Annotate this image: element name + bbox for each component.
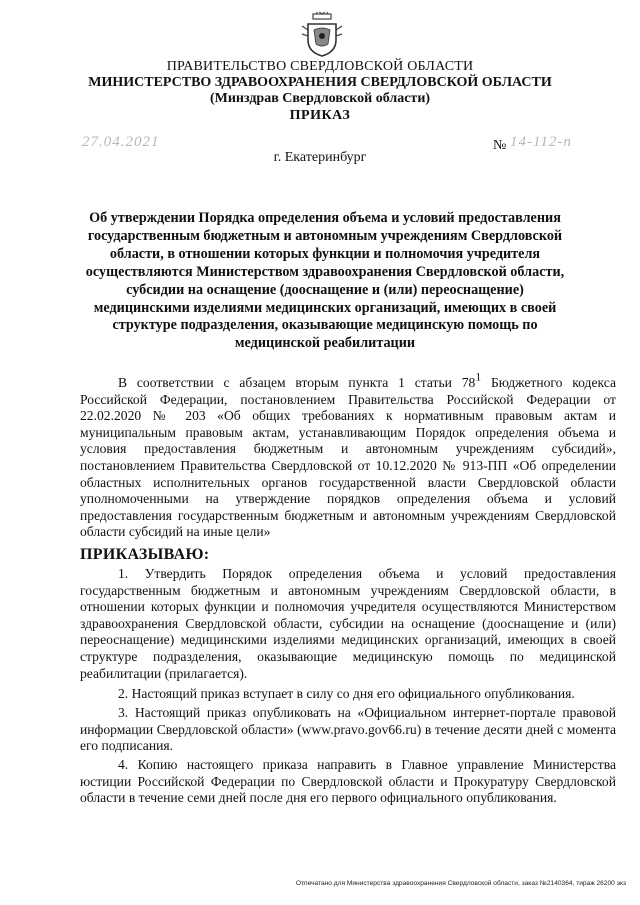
preamble-text-end: Бюджетного кодекса Российской Федерации, постановлением Правительства Российской Федерации от 22.02.2020 № 203 «Об общих требованиях к нормативным правовым актам и муниципальным правовым актам, устанавливающим Порядок определения объема и условия предоставления бюджетным и автономным учреждениям субсидий», постановлением Правительства Свердловской от 10.12.2020 № 913-ПП «Об определении областных исполнительных органов государственной власти Свердловской области уполномоченными на утверждение порядков определения объема и условий предоставления государственным бюджетным и автономным учреждениям Свердловской области субсидий на иные цели» [80,375,617,540]
preamble-text-start: В соответствии с абзацем вторым пункта 1 статьи 78 [118,375,476,390]
ministry-name: МИНИСТЕРСТВО ЗДРАВООХРАНЕНИЯ СВЕРДЛОВСКОЙ ОБЛАСТИ [88,75,552,90]
order-item-2: 2. Настоящий приказ вступает в силу со дня его официального опубликования. [118,686,575,701]
preamble-paragraph [80,370,617,541]
coat-of-arms-emblem [300,12,344,58]
order-number-label: № [493,138,507,153]
order-item-1: 1. Утвердить Порядок определения объема и условий предоставления государственным бюджетным и автономным учреждениям Свердловской области, в отношении которых функции и полномочия учредителя осуществляются Министерством здравоохранения Свердловской области, субсидии на оснащение (дооснащение и (или) переоснащение) медицинскими изделиями медицинских организаций, имеющих в своей структуре подразделения, оказывающие медицинскую помощь по медицинской реабилитации (прилагается). [80,566,616,681]
order-item-4: 4. Копию настоящего приказа направить в Главное управление Министерства юстиции Российской Федерации по Свердловской области и Прокуратуру Свердловской области в течение семи дней после дня его первого официального опубликования. [80,757,616,806]
document-type: ПРИКАЗ [289,108,351,123]
print-footer: Отпечатано для Министерства здравоохранения Свердловской области, заказ №2140364, тираж 26200 экз [295,880,626,887]
order-item-3: 3. Настоящий приказ опубликовать на «Официальном интернет-портале правовой информации Свердловской области» (www.pravo.gov66.ru) в течение десяти дней с момента его подписания. [80,705,616,754]
ministry-short-name: (Минздрав Свердловской области) [209,91,431,106]
government-name: ПРАВИТЕЛЬСТВО СВЕРДЛОВСКОЙ ОБЛАСТИ [166,59,474,74]
order-word: ПРИКАЗЫВАЮ: [80,546,210,563]
document-title: Об утверждении Порядка определения объема и условий предоставления государственным бюджетным и автономным учреждениям Свердловской области, в отношении которых функции и полномочия учредителя осуществляются Министерством здравоохранения Свердловской области, субсидии на оснащение (дооснащение и (или) переоснащение) медицинскими изделиями медицинских организаций, имеющих в своей структуре подразделения, оказывающие медицинскую помощь по медицинской реабилитации [85,210,565,352]
article-superscript: 1 [475,370,482,384]
city-name: г. Екатеринбург [273,150,367,165]
order-number: 14-112-п [510,134,572,150]
order-date: 27.04.2021 [82,134,160,150]
